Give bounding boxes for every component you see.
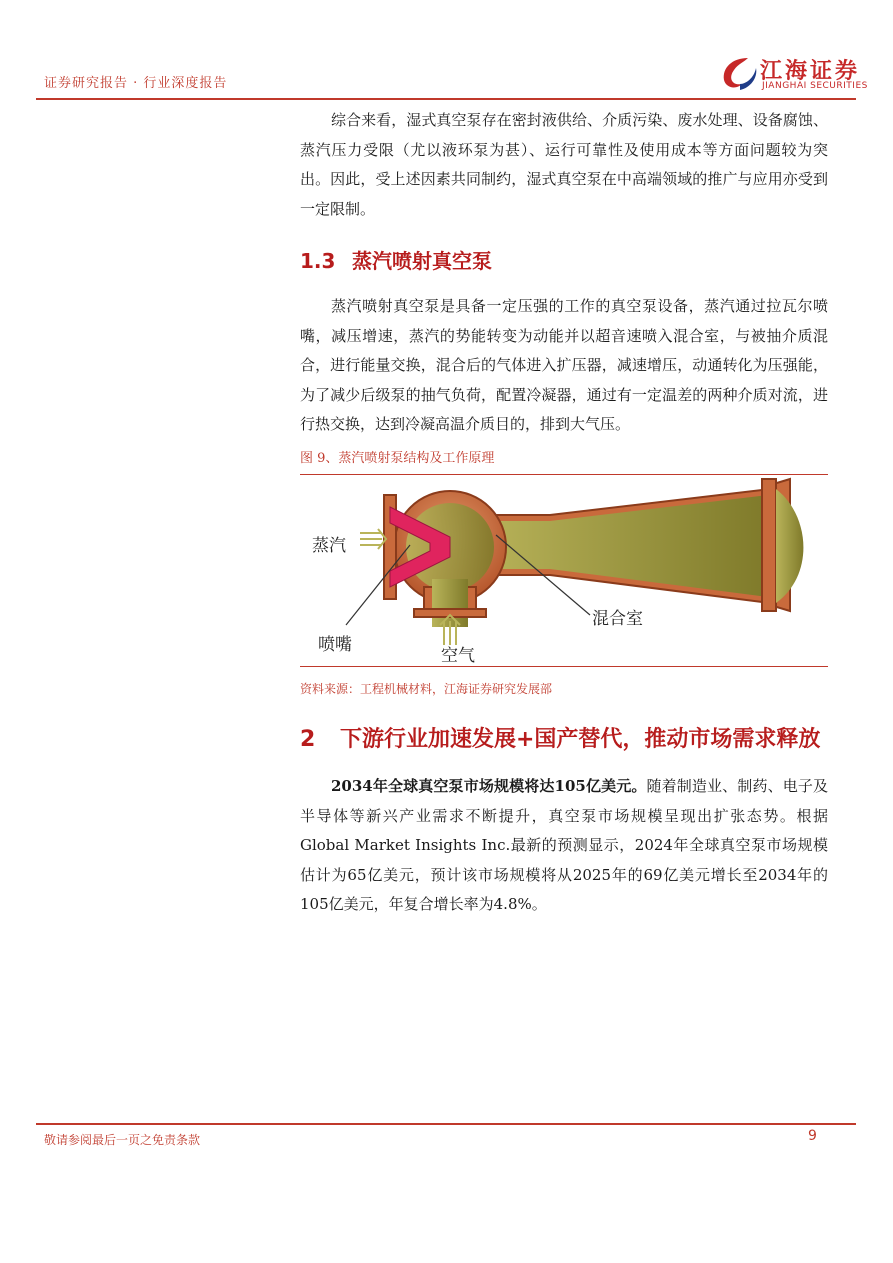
label-steam: 蒸汽: [312, 536, 346, 556]
footer-divider: [36, 1123, 856, 1125]
footer-disclaimer: 敬请参阅最后一页之免责条款: [44, 1133, 201, 1147]
header-divider: [36, 98, 856, 100]
paragraph-steam-jet-pump: 蒸汽喷射真空泵是具备一定压强的工作的真空泵设备，蒸汽通过拉瓦尔喷嘴，减压增速，蒸汽的势能转变为动能并以超音速喷入混合室，与被抽介质混合，进行能量交换，混合后的气体进入扩压器，减速增压，动通转化为压强能，为了减少后级泵的抽气负荷，配置冷凝器，通过有一定温差的两种介质对流，进行热交换，达到冷凝高温介质目的，排到大气压。: [300, 297, 828, 433]
paragraph-body: 随着制造业、制药、电子及半导体等新兴产业需求不断提升，真空泵市场规模呈现出扩张态势。根据Global Market Insights Inc.最新的预测显示，2024年全球真空泵市场规模估计为65亿美元，预计该市场规模将从2025年的69亿美元增长至2034年的105亿美元，年复合增长率为4.8%。: [300, 777, 828, 913]
paragraph-market-size: [300, 772, 828, 920]
steam-arrows: [360, 529, 386, 549]
company-logo-icon: [718, 54, 760, 92]
air-inlet-flow: [432, 579, 468, 627]
paragraph-lead: 2034年全球真空泵市场规模将达105亿美元。: [331, 777, 647, 795]
page-number: 9: [808, 1128, 817, 1144]
report-type-label: 证券研究报告 · 行业深度报告: [44, 76, 228, 91]
section-number: 1.3: [300, 249, 336, 273]
company-logo-text: 江海证券: [760, 59, 861, 84]
paragraph-wet-pump-summary: 综合来看，湿式真空泵存在密封液供给、介质污染、废水处理、设备腐蚀、蒸汽压力受限（尤以液环泵为甚）、运行可靠性及使用成本等方面问题较为突出。因此，受上述因素共同制约，湿式真空泵在中高端领域的推广与应用亦受到一定限制。: [300, 111, 828, 218]
section-number: 2: [300, 727, 316, 752]
section-title: 下游行业加速发展+国产替代，推动市场需求释放: [340, 727, 821, 752]
company-logo-english: JIANGHAI SECURITIES: [762, 81, 868, 91]
figure-caption: 图 9、蒸汽喷射泵结构及工作原理: [300, 451, 495, 466]
figure-source: 资料来源：工程机械材料，江海证券研究发展部: [300, 682, 553, 696]
section-title: 蒸汽喷射真空泵: [352, 249, 492, 273]
label-air: 空气: [441, 646, 475, 666]
outlet-flange: [762, 479, 776, 611]
outlet-mouth: [776, 489, 803, 603]
figure-bottom-rule: [300, 666, 828, 667]
section-heading-1-3: [300, 245, 492, 274]
label-mixing-chamber: 混合室: [592, 609, 643, 629]
section-heading-2: [300, 722, 820, 753]
nozzle-leader: [346, 545, 410, 625]
steam-jet-pump-diagram: [300, 475, 828, 665]
label-nozzle: 喷嘴: [318, 635, 352, 655]
